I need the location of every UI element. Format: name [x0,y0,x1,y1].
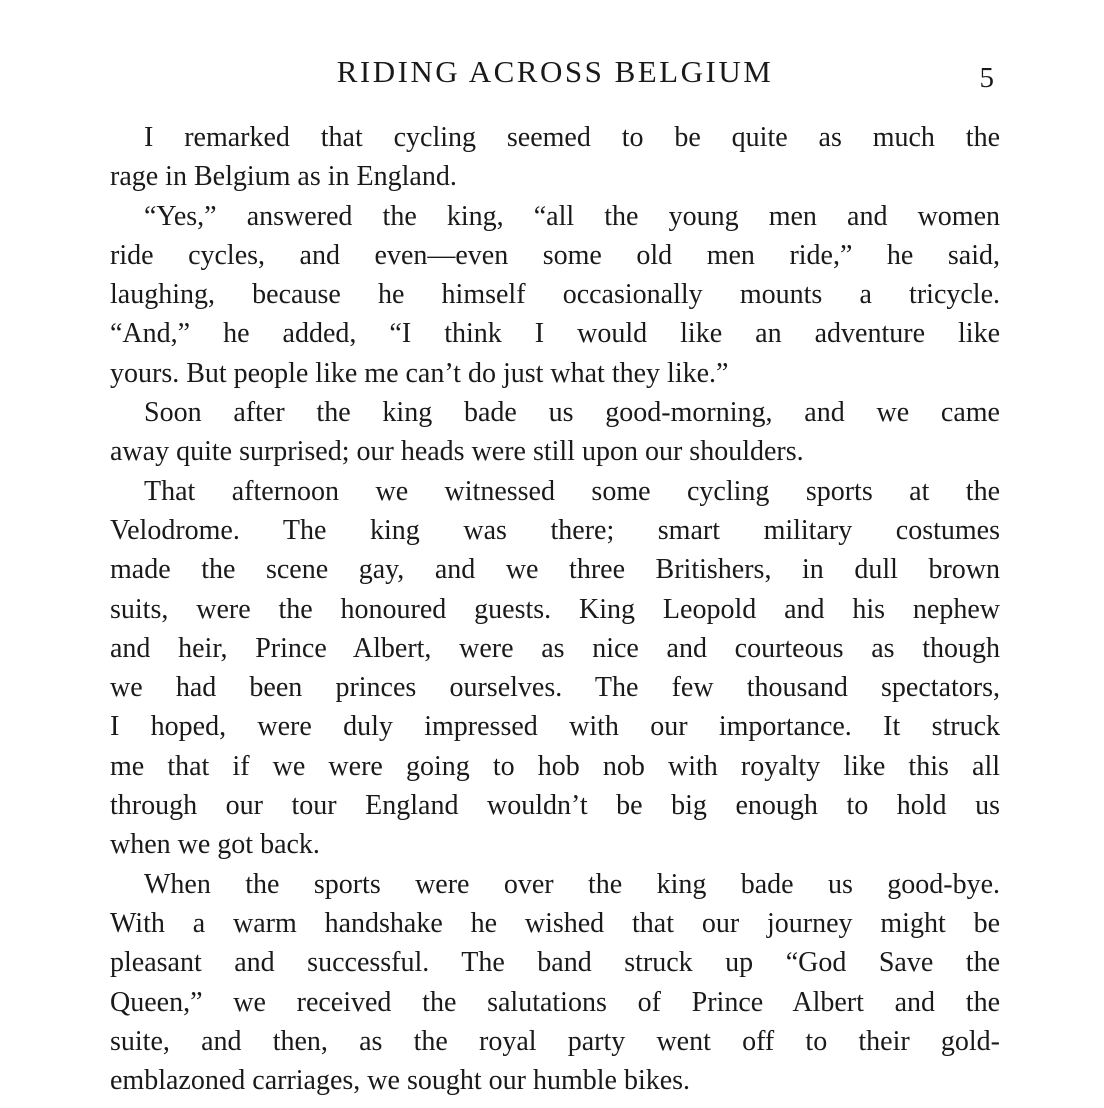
paragraph [110,393,1000,472]
paragraph [110,118,1000,197]
text-line: “And,” he added, “I think I would like an adventure like [110,318,1000,350]
running-head [110,50,1000,94]
page-number: 5 [979,62,994,94]
text-line: we had been princes ourselves. The few thousand spectators, [110,672,1000,704]
text-line: made the scene gay, and we three Britishers, in dull brown [110,554,1000,586]
text-line: suits, were the honoured guests. King Leopold and his nephew [110,593,1000,625]
text-line: When the sports were over the king bade us good-bye. [144,868,1000,900]
text-line: when we got back. [110,829,320,861]
text-line: “Yes,” answered the king, “all the young men and women [144,200,1000,232]
running-title: RIDING ACROSS BELGIUM [336,54,774,89]
paragraph [110,197,1000,393]
text-line: Velodrome. The king was there; smart military costumes [110,514,1000,546]
text-line: Soon after the king bade us good-morning, and we came [144,397,1000,429]
text-line: and heir, Prince Albert, were as nice and courteous as though [110,632,1000,664]
text-line: away quite surprised; our heads were still upon our shoulders. [110,436,804,468]
text-line: yours. But people like me can’t do just what they like.” [110,357,729,389]
text-line: pleasant and successful. The band struck up “God Save the [110,947,1000,979]
text-line: Queen,” we received the salutations of Prince Albert and the [110,986,1000,1018]
paragraph [110,865,1000,1101]
text-line: laughing, because he himself occasionally mounts a tricycle. [110,279,1000,311]
text-line: emblazoned carriages, we sought our humble bikes. [110,1065,691,1097]
text-line: That afternoon we witnessed some cycling sports at the [144,475,1000,507]
text-line: I remarked that cycling seemed to be quite as much the [144,122,1000,153]
text-line: ride cycles, and even—even some old men ride,” he said, [110,239,1000,271]
text-line: suite, and then, as the royal party went off to their gold- [110,1025,1000,1057]
body-text [110,118,1000,1100]
text-line: rage in Belgium as in England. [110,161,457,193]
text-line: I hoped, were duly impressed with our importance. It struck [110,711,1000,743]
text-line: me that if we were going to hob nob with royalty like this all [110,750,1000,782]
text-line: through our tour England wouldn’t be big enough to hold us [110,790,1000,822]
text-line: With a warm handshake he wished that our journey might be [110,907,1000,939]
paragraph [110,472,1000,865]
